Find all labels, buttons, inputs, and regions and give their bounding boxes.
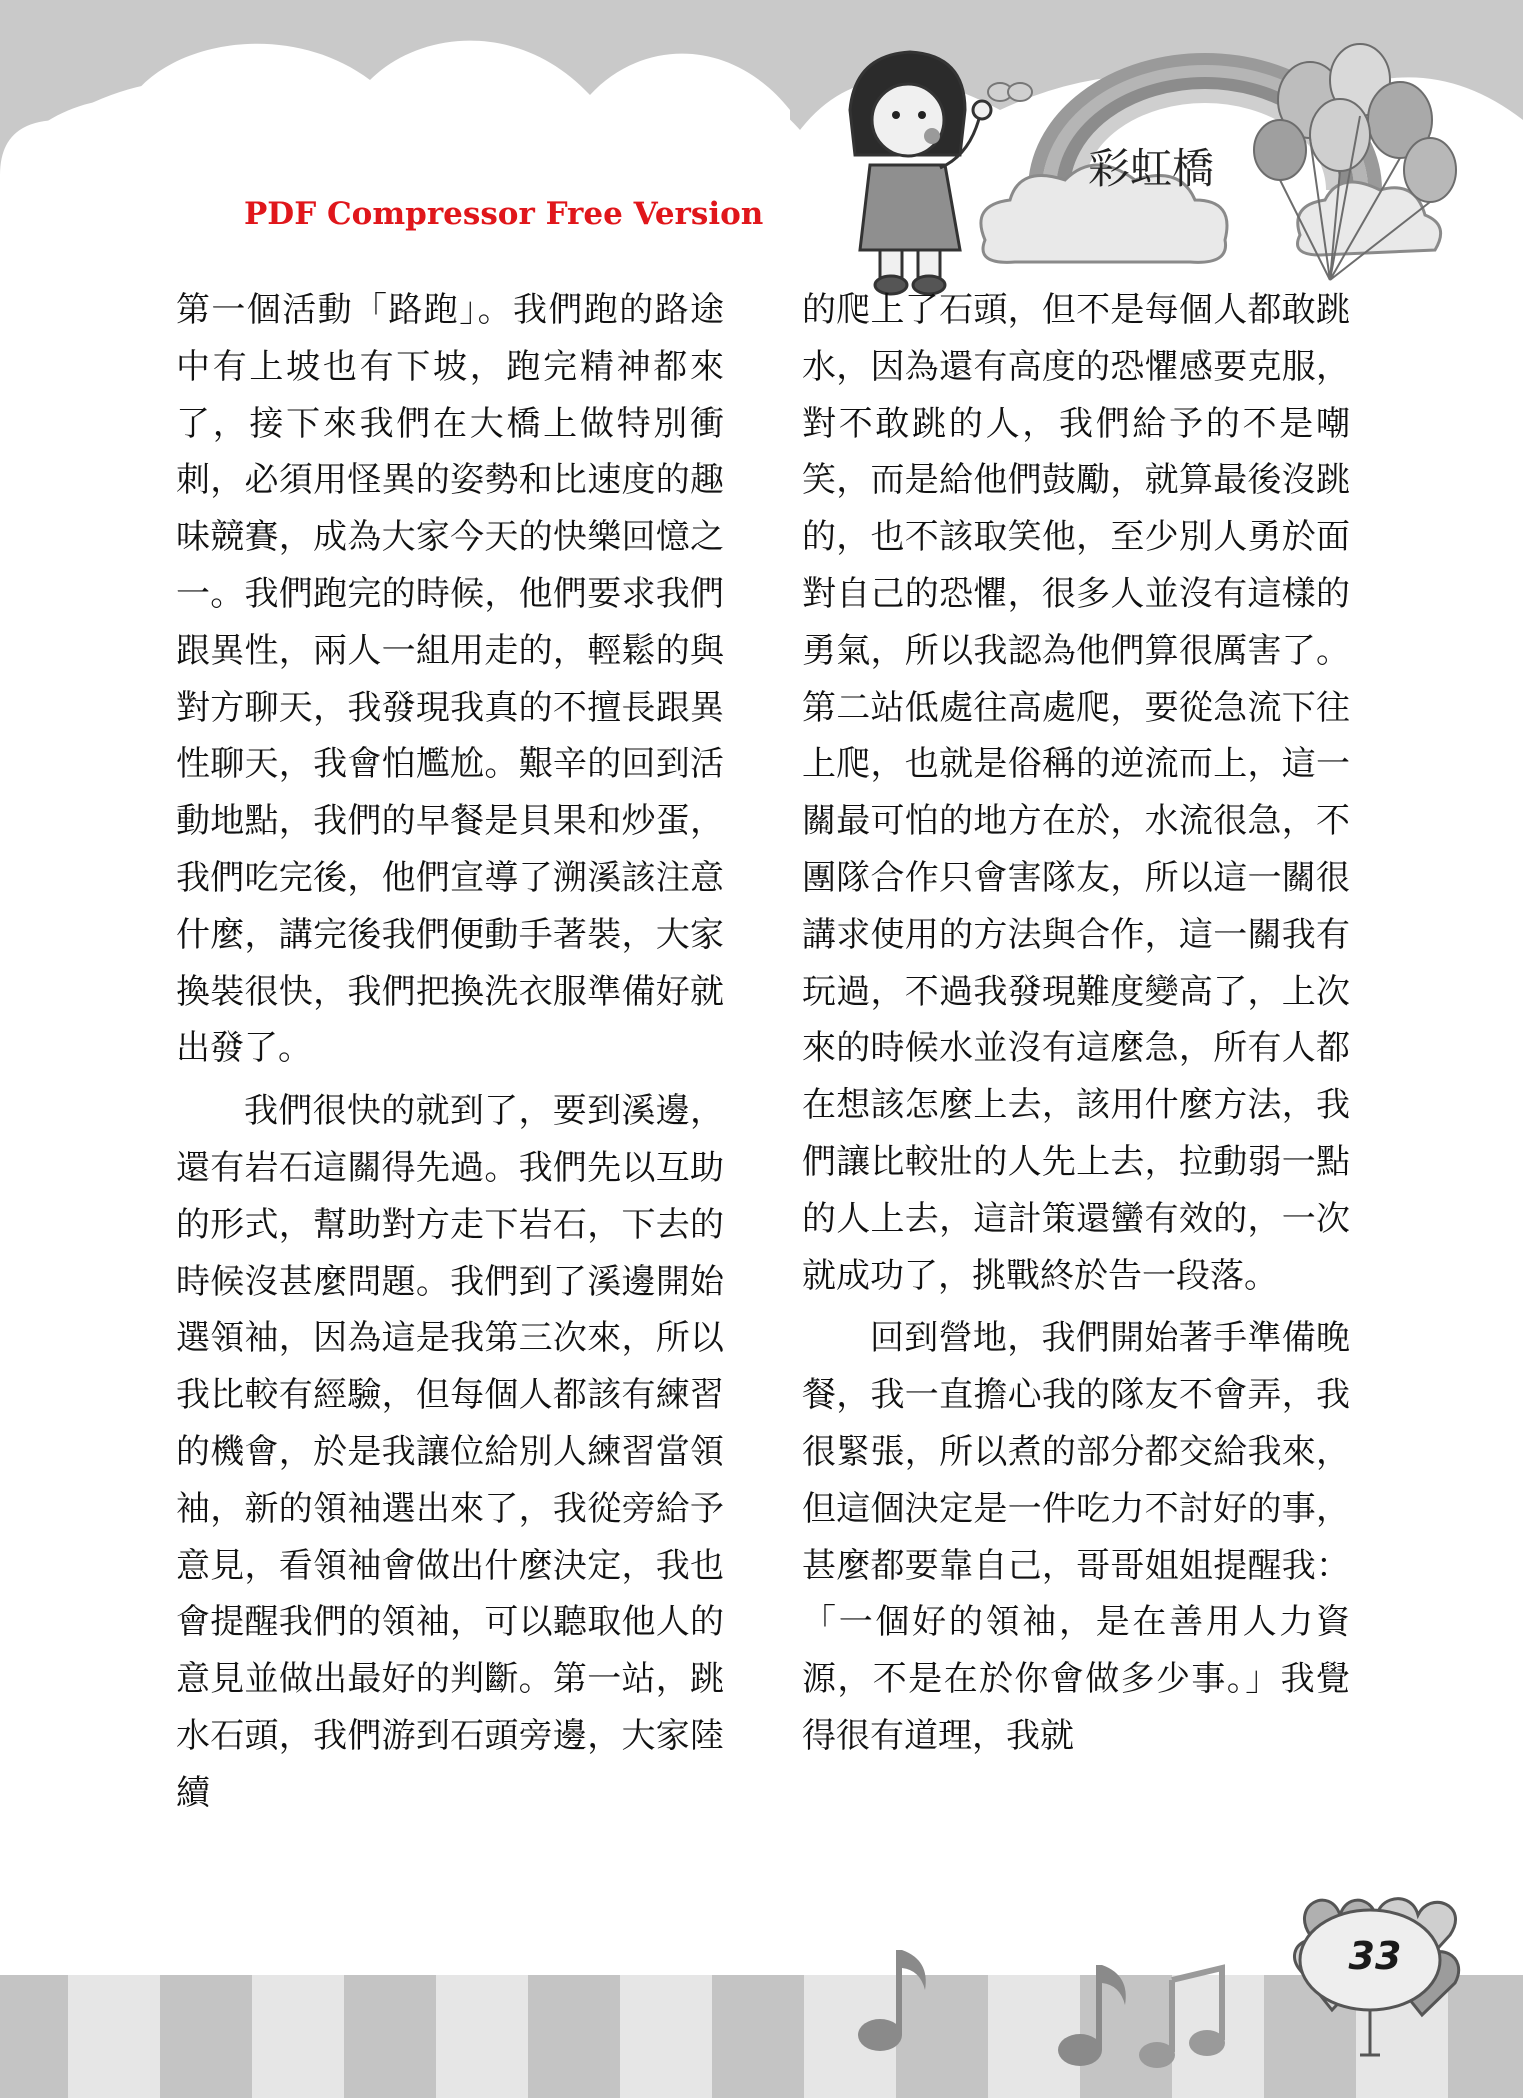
paragraph: 第一個活動「路跑」。我們跑的路途中有上坡也有下坡，跑完精神都來了，接下來我們在大橋上做特別衝刺，必須用怪異的姿勢和比速度的趣味競賽，成為大家今天的快樂回憶之一。我們跑完的時候，他們要求我們跟異性，兩人一組用走的，輕鬆的與對方聊天，我發現我真的不擅長跟異性聊天，我會怕尷尬。艱辛的回到活動地點，我們的早餐是貝果和炒蛋，我們吃完後，他們宣導了溯溪該注意什麼，講完後我們便動手著裝，大家換裝很快，我們把換洗衣服準備好就出發了。 xyxy=(176,290,724,1069)
pdf-watermark: PDF Compressor Free Version xyxy=(244,196,764,232)
logo-text: 彩虹橋 xyxy=(1088,144,1215,193)
paragraph: 回到營地，我們開始著手準備晚餐，我一直擔心我的隊友不會弄，我很緊張，所以煮的部分都交給我來，但這個決定是一件吃力不討好的事，甚麼都要靠自己，哥哥姐姐提醒我：「一個好的領袖，是在善用人力資源，不是在於你會做多少事。」我覺得很有道理，我就 xyxy=(802,1318,1350,1756)
music-note-icon xyxy=(850,1940,1270,2080)
text-column-left xyxy=(176,282,724,1828)
text-column-right xyxy=(802,282,1350,1771)
rainbow-bridge-logo-icon xyxy=(840,40,1500,310)
paragraph: 的爬上了石頭，但不是每個人都敢跳水，因為還有高度的恐懼感要克服，對不敢跳的人，我們給予的不是嘲笑，而是給他們鼓勵，就算最後沒跳的，也不該取笑他，至少別人勇於面對自己的恐懼，很多人並沒有這樣的勇氣，所以我認為他們算很厲害了。第二站低處往高處爬，要從急流下往上爬，也就是俗稱的逆流而上，這一關最可怕的地方在於，水流很急，不團隊合作只會害隊友，所以這一關很講求使用的方法與合作，這一關我有玩過，不過我發現難度變高了，上次來的時候水並沒有這麼急，所有人都在想該怎麼上去，該用什麼方法，我們讓比較壯的人先上去，拉動弱一點的人上去，這計策還蠻有效的，一次就成功了，挑戰終於告一段落。 xyxy=(802,290,1350,1296)
paragraph: 我們很快的就到了，要到溪邊，還有岩石這關得先過。我們先以互助的形式，幫助對方走下岩石，下去的時候沒甚麼問題。我們到了溪邊開始選領袖，因為這是我第三次來，所以我比較有經驗，但每個人都該有練習的機會，於是我讓位給別人練習當領袖，新的領袖選出來了，我從旁給予意見，看領袖會做出什麼決定，我也會提醒我們的領袖，可以聽取他人的意見並做出最好的判斷。第一站，跳水石頭，我們游到石頭旁邊，大家陸續 xyxy=(176,1091,724,1813)
page-number: 33 xyxy=(1348,1934,1402,1978)
